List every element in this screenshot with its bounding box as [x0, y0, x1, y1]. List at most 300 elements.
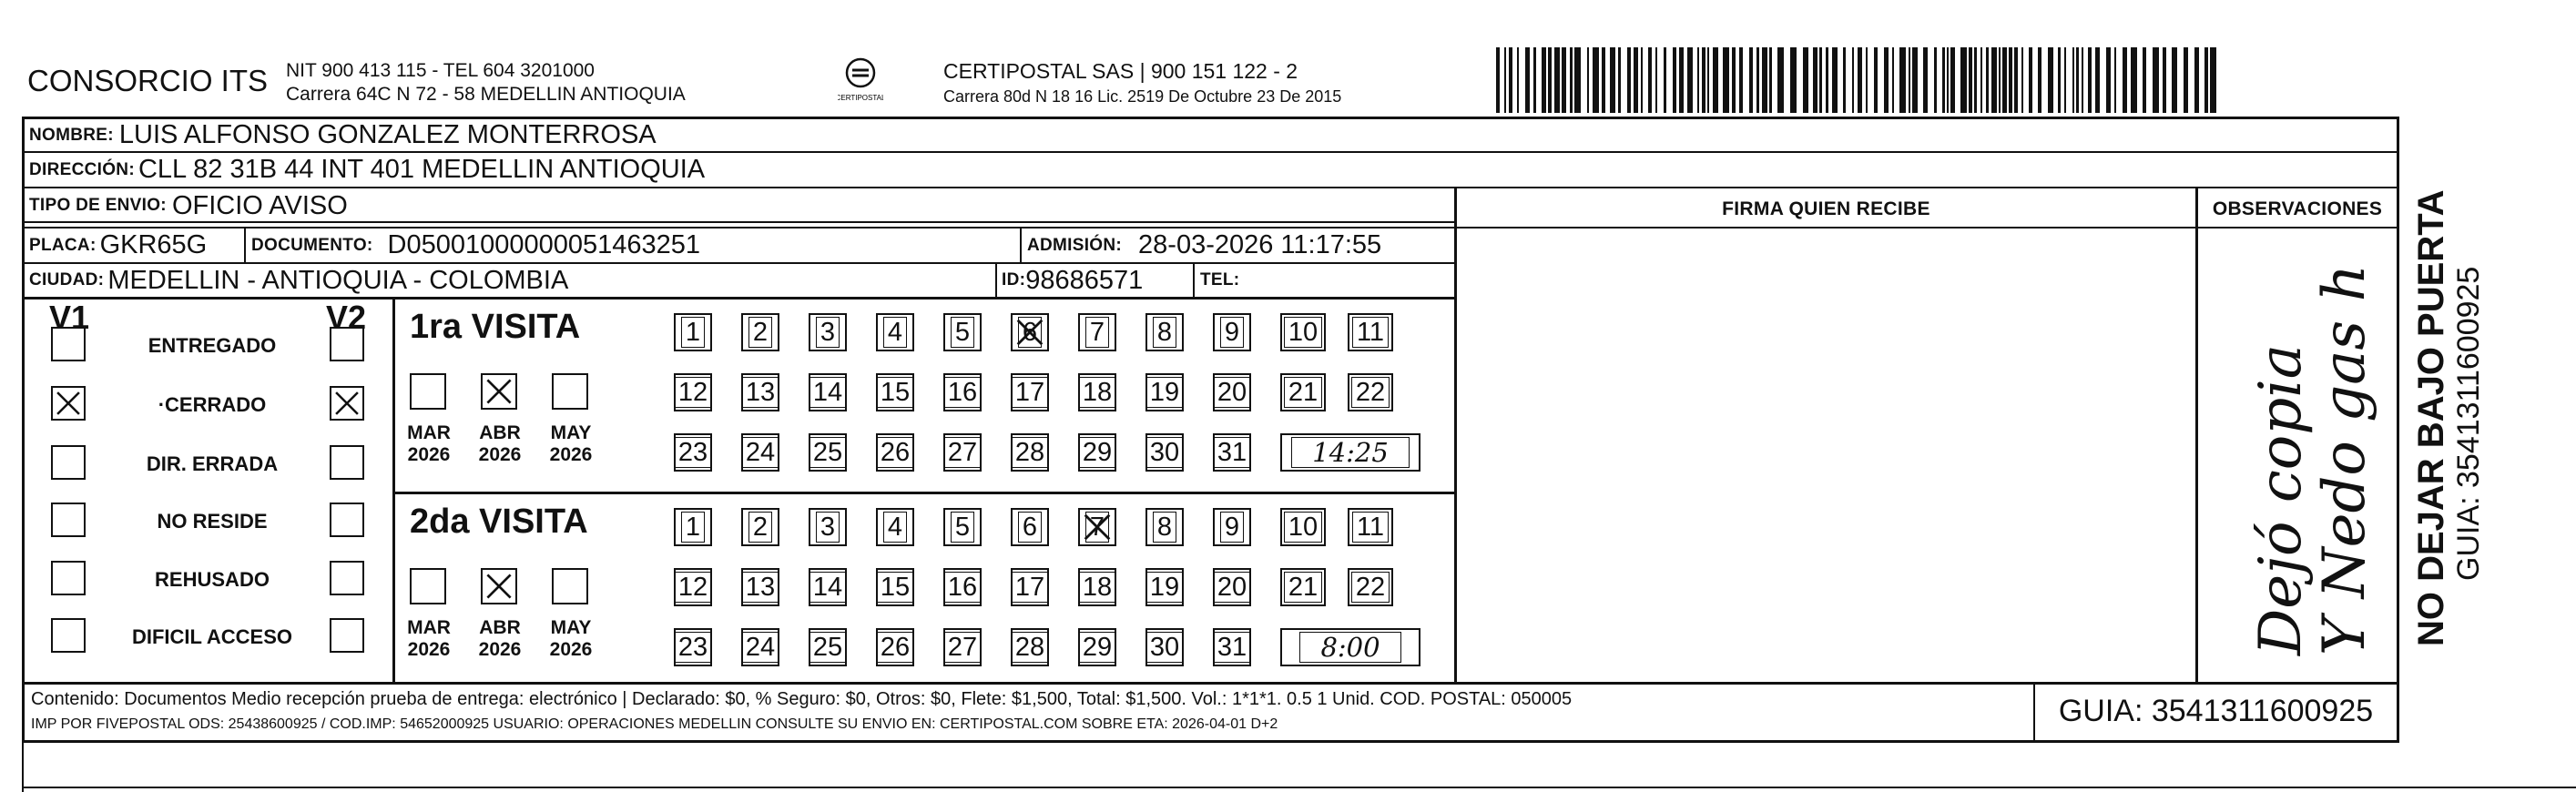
- month-label: [468, 617, 532, 661]
- barcode-bar: [2153, 47, 2159, 113]
- month-name: MAY: [550, 617, 592, 638]
- visit-time: 14:25: [1291, 437, 1410, 468]
- barcode-bar: [2114, 47, 2116, 113]
- day-number: 25: [809, 632, 847, 663]
- barcode-bar: [1942, 47, 1945, 113]
- day-number: 8: [1153, 512, 1176, 543]
- day-box[interactable]: [1078, 433, 1116, 472]
- month-name: MAY: [550, 422, 592, 443]
- day-number: 10: [1284, 512, 1322, 543]
- day-number: 1: [681, 512, 705, 543]
- day-box[interactable]: [876, 313, 914, 351]
- v1-checkbox[interactable]: [51, 327, 86, 361]
- month-year: 2026: [549, 444, 593, 465]
- direccion-row: [29, 153, 705, 187]
- day-box[interactable]: [876, 628, 914, 666]
- barcode-bar: [2002, 47, 2007, 113]
- barcode-bar: [1707, 47, 1709, 113]
- day-number: 30: [1145, 437, 1184, 468]
- barcode-bar: [1866, 47, 1868, 113]
- day-number: 20: [1213, 377, 1251, 408]
- day-box[interactable]: [876, 568, 914, 606]
- day-number: 22: [1351, 572, 1390, 603]
- barcode-bar: [2163, 47, 2166, 113]
- day-number: 16: [943, 572, 982, 603]
- barcode-bar: [1980, 47, 1982, 113]
- estado-label: ENTREGADO: [148, 334, 277, 357]
- day-box[interactable]: [741, 628, 779, 666]
- barcode-bar: [1525, 47, 1530, 113]
- day-number: 16: [943, 377, 982, 408]
- barcode-bar: [1517, 47, 1519, 113]
- barcode-bar: [2106, 47, 2111, 113]
- v2-checkbox[interactable]: [330, 561, 364, 595]
- documento-value: D05001000000051463251: [387, 230, 701, 259]
- day-number: 26: [876, 632, 914, 663]
- barcode-bar: [1909, 47, 1910, 113]
- month-year: 2026: [478, 639, 522, 660]
- day-number: 11: [1352, 317, 1389, 348]
- day-box[interactable]: [1078, 373, 1116, 411]
- barcode-bar: [1554, 47, 1560, 113]
- barcode-bar: [1884, 47, 1889, 113]
- day-number: 17: [1011, 572, 1049, 603]
- side-guia: GUIA: 3541311600925: [2451, 266, 2486, 581]
- day-number: 2: [748, 317, 772, 348]
- observaciones-label: OBSERVACIONES: [2212, 198, 2383, 219]
- day-box[interactable]: [1145, 508, 1184, 546]
- barcode-bar: [2082, 47, 2083, 113]
- month-name: MAR: [407, 617, 451, 638]
- month-checkbox[interactable]: [552, 568, 588, 604]
- day-number: 1: [681, 317, 705, 348]
- nombre-label: NOMBRE:: [29, 125, 114, 145]
- day-number: 6: [1018, 512, 1042, 543]
- v1-checkbox[interactable]: [51, 445, 86, 480]
- month-label: [468, 422, 532, 466]
- day-number: 12: [674, 572, 712, 603]
- day-box[interactable]: [809, 373, 847, 411]
- day-number: 10: [1284, 317, 1322, 348]
- barcode-bar: [2021, 47, 2023, 113]
- day-number: 20: [1213, 572, 1251, 603]
- v1-checkbox[interactable]: [51, 561, 86, 595]
- barcode-bar: [1892, 47, 1894, 113]
- id-row: [1002, 264, 1143, 297]
- month-checkbox[interactable]: [410, 568, 446, 604]
- day-number: 31: [1213, 632, 1251, 663]
- barcode-bar: [1504, 47, 1506, 113]
- day-number: 18: [1078, 377, 1116, 408]
- barcode-bar: [1874, 47, 1878, 113]
- day-number: 29: [1078, 437, 1116, 468]
- estado-label: REHUSADO: [155, 568, 270, 591]
- day-box[interactable]: [1011, 568, 1049, 606]
- day-box[interactable]: [1213, 373, 1251, 411]
- month-year: 2026: [407, 444, 451, 465]
- v2-checkbox[interactable]: [330, 327, 364, 361]
- barcode-bar: [1999, 47, 2001, 113]
- ciudad-label: CIUDAD:: [29, 270, 105, 289]
- day-number: 2: [748, 512, 772, 543]
- company-address: Carrera 64C N 72 - 58 MEDELLIN ANTIOQUIA: [286, 84, 686, 105]
- tel-row: [1200, 264, 1245, 297]
- day-box[interactable]: [1078, 628, 1116, 666]
- direccion-label: DIRECCIÓN:: [29, 159, 135, 179]
- firma-label: FIRMA QUIEN RECIBE: [1722, 198, 1930, 219]
- day-number: 28: [1011, 437, 1049, 468]
- barcode-bar: [1655, 47, 1657, 113]
- day-box[interactable]: [1280, 568, 1326, 606]
- month-checkbox[interactable]: [481, 568, 517, 604]
- admision-value: 28-03-2026 11:17:55: [1138, 230, 1382, 259]
- footer-content: Contenido: Documentos Medio recepción prueba de entrega: electrónico | Declarado: $0, % Seguro: $0, Otros: $0, Flete: $1,500, Total: $1,500. Vol.: 1*1*1. 0.5 1 Unid. COD. POSTAL: 050005: [31, 689, 1573, 709]
- barcode-bar: [1713, 47, 1718, 113]
- day-box[interactable]: [1145, 628, 1184, 666]
- day-number: 3: [816, 317, 840, 348]
- day-box[interactable]: [1011, 628, 1049, 666]
- day-box[interactable]: [741, 313, 779, 351]
- day-box[interactable]: [1145, 313, 1184, 351]
- placa-label: PLACA:: [29, 235, 97, 255]
- x-mark-icon: [483, 375, 515, 408]
- day-number: 19: [1145, 572, 1184, 603]
- day-box[interactable]: [1078, 508, 1116, 546]
- visit-title: 1ra VISITA: [410, 308, 581, 346]
- month-year: 2026: [407, 639, 451, 660]
- barcode-bar: [1960, 47, 1967, 113]
- day-box[interactable]: [809, 433, 847, 472]
- direccion-value: CLL 82 31B 44 INT 401 MEDELLIN ANTIOQUIA: [137, 155, 706, 184]
- day-number: 7: [1085, 317, 1109, 348]
- barcode-bar: [2029, 47, 2032, 113]
- day-box[interactable]: [943, 508, 982, 546]
- day-box[interactable]: [1280, 373, 1326, 411]
- barcode-bar: [2172, 47, 2177, 113]
- barcode-bar: [1610, 47, 1615, 113]
- day-number: 15: [876, 572, 914, 603]
- company-name: CONSORCIO ITS: [27, 64, 269, 97]
- day-box[interactable]: [674, 568, 712, 606]
- day-number: 4: [883, 512, 907, 543]
- day-box[interactable]: [1348, 508, 1393, 546]
- barcode-bar: [2058, 47, 2061, 113]
- day-box[interactable]: [1145, 373, 1184, 411]
- barcode: [1496, 47, 2225, 113]
- certipostal-address: Carrera 80d N 18 16 Lic. 2519 De Octubre 23 De 2015: [943, 87, 1342, 106]
- tipo-value: OFICIO AVISO: [171, 190, 348, 220]
- barcode-bar: [1986, 47, 1989, 113]
- day-number: 3: [816, 512, 840, 543]
- day-box[interactable]: [943, 568, 982, 606]
- ciudad-row: [29, 264, 568, 297]
- barcode-bar: [1697, 47, 1699, 113]
- barcode-bar: [2014, 47, 2018, 113]
- day-box[interactable]: [1213, 628, 1251, 666]
- day-number: 22: [1351, 377, 1390, 408]
- day-box[interactable]: [943, 433, 982, 472]
- barcode-bar: [1756, 47, 1759, 113]
- barcode-bar: [1702, 47, 1705, 113]
- estado-label: DIR. ERRADA: [146, 452, 279, 475]
- day-box[interactable]: [1348, 313, 1393, 351]
- barcode-bar: [1769, 47, 1772, 113]
- barcode-bar: [1664, 47, 1666, 113]
- day-box[interactable]: [1348, 568, 1393, 606]
- day-box[interactable]: [1213, 508, 1251, 546]
- day-number: 14: [809, 377, 847, 408]
- barcode-bar: [1739, 47, 1743, 113]
- barcode-bar: [1899, 47, 1906, 113]
- time-box[interactable]: [1280, 433, 1420, 472]
- estado-label: ·CERRADO: [158, 393, 267, 416]
- barcode-bar: [1496, 47, 1500, 113]
- nombre-row: [29, 119, 657, 151]
- barcode-bar: [1803, 47, 1808, 113]
- barcode-bar: [2095, 47, 2100, 113]
- v2-checkbox[interactable]: [330, 445, 364, 480]
- day-box[interactable]: [674, 628, 712, 666]
- day-number: 15: [876, 377, 914, 408]
- x-mark-icon: [1080, 510, 1115, 544]
- side-no-dejar: NO DEJAR BAJO PUERTA: [2411, 189, 2451, 646]
- day-box[interactable]: [1213, 313, 1251, 351]
- day-box[interactable]: [741, 508, 779, 546]
- barcode-bar: [1648, 47, 1652, 113]
- day-number: 23: [674, 632, 712, 663]
- day-box[interactable]: [674, 508, 712, 546]
- observaciones-handwritten-1: Dejó copia: [2247, 344, 2315, 655]
- day-number: 13: [741, 572, 779, 603]
- day-box[interactable]: [741, 373, 779, 411]
- v1-label: V1: [49, 299, 90, 336]
- day-box[interactable]: [1078, 313, 1116, 351]
- day-number: 9: [1220, 317, 1244, 348]
- barcode-bar: [1634, 47, 1638, 113]
- estado-label: DIFICIL ACCESO: [131, 625, 292, 648]
- certipostal-name: CERTIPOSTAL SAS | 900 151 122 - 2: [943, 59, 1298, 83]
- barcode-bar: [1533, 47, 1536, 113]
- admision-row: [1027, 228, 1381, 262]
- day-number: 7: [1085, 512, 1109, 543]
- day-number: 8: [1153, 317, 1176, 348]
- day-number: 18: [1078, 572, 1116, 603]
- documento-row: [251, 228, 700, 262]
- month-checkbox[interactable]: [410, 373, 446, 410]
- day-box[interactable]: [809, 568, 847, 606]
- barcode-bar: [2123, 47, 2127, 113]
- day-box[interactable]: [674, 433, 712, 472]
- barcode-bar: [1790, 47, 1797, 113]
- day-box[interactable]: [674, 373, 712, 411]
- barcode-bar: [1991, 47, 1997, 113]
- logo-text: CERTIPOSTAL: [838, 94, 883, 102]
- barcode-bar: [2131, 47, 2137, 113]
- day-box[interactable]: [876, 508, 914, 546]
- time-box[interactable]: [1280, 628, 1420, 666]
- barcode-bar: [1562, 47, 1566, 113]
- barcode-bar: [1548, 47, 1552, 113]
- day-number: 30: [1145, 632, 1184, 663]
- barcode-bar: [2210, 47, 2216, 113]
- month-label: [397, 617, 461, 661]
- barcode-bar: [1813, 47, 1817, 113]
- v1-checkbox[interactable]: [51, 503, 86, 537]
- barcode-bar: [1819, 47, 1822, 113]
- day-number: 5: [951, 317, 974, 348]
- day-box[interactable]: [741, 433, 779, 472]
- barcode-bar: [1762, 47, 1767, 113]
- nombre-value: LUIS ALFONSO GONZALEZ MONTERROSA: [118, 120, 657, 149]
- day-number: 5: [951, 512, 974, 543]
- day-box[interactable]: [809, 628, 847, 666]
- day-box[interactable]: [943, 628, 982, 666]
- estado-label: NO RESIDE: [157, 510, 268, 533]
- barcode-bar: [1923, 47, 1928, 113]
- barcode-bar: [2009, 47, 2012, 113]
- day-box[interactable]: [876, 433, 914, 472]
- month-checkbox[interactable]: [552, 373, 588, 410]
- day-box[interactable]: [1280, 313, 1326, 351]
- day-box[interactable]: [943, 313, 982, 351]
- barcode-bar: [1974, 47, 1977, 113]
- day-box[interactable]: [1011, 373, 1049, 411]
- month-label: [397, 422, 461, 466]
- day-box[interactable]: [1213, 433, 1251, 472]
- barcode-bar: [2143, 47, 2146, 113]
- barcode-bar: [2064, 47, 2066, 113]
- barcode-bar: [1641, 47, 1643, 113]
- day-box[interactable]: [1280, 508, 1326, 546]
- v2-checkbox[interactable]: [330, 386, 364, 421]
- day-number: 13: [741, 377, 779, 408]
- day-box[interactable]: [1145, 568, 1184, 606]
- placa-row: [29, 228, 207, 262]
- v2-checkbox[interactable]: [330, 618, 364, 653]
- footer-imp: IMP POR FIVEPOSTAL ODS: 25438600925 / COD.IMP: 54652000925 USUARIO: OPERACIONES MEDELLIN CONSULTE SU ENVIO EN: CERTIPOSTAL.COM SOBRE ETA: 2026-04-01 D+2: [31, 716, 1278, 732]
- barcode-bar: [1777, 47, 1784, 113]
- barcode-bar: [1574, 47, 1581, 113]
- day-box[interactable]: [1145, 433, 1184, 472]
- v2-checkbox[interactable]: [330, 503, 364, 537]
- documento-label: DOCUMENTO:: [251, 235, 373, 255]
- id-label: ID:: [1002, 270, 1026, 289]
- barcode-bar: [1947, 47, 1949, 113]
- day-number: 12: [674, 377, 712, 408]
- day-box[interactable]: [1078, 568, 1116, 606]
- barcode-bar: [1570, 47, 1573, 113]
- day-box[interactable]: [1011, 433, 1049, 472]
- barcode-bar: [1843, 47, 1846, 113]
- day-number: 26: [876, 437, 914, 468]
- day-number: 31: [1213, 437, 1251, 468]
- month-label: [539, 422, 603, 466]
- tel-label: TEL:: [1200, 270, 1240, 289]
- tipo-label: TIPO DE ENVIO:: [29, 196, 167, 215]
- footer-guia: GUIA: 3541311600925: [2058, 693, 2374, 728]
- day-box[interactable]: [876, 373, 914, 411]
- barcode-bar: [1723, 47, 1729, 113]
- day-box[interactable]: [741, 568, 779, 606]
- barcode-bar: [1732, 47, 1736, 113]
- day-box[interactable]: [809, 313, 847, 351]
- barcode-bar: [2194, 47, 2199, 113]
- x-mark-icon: [53, 388, 84, 419]
- day-box[interactable]: [674, 313, 712, 351]
- barcode-bar: [2048, 47, 2053, 113]
- day-box[interactable]: [1348, 373, 1393, 411]
- barcode-bar: [2184, 47, 2188, 113]
- company-nit: NIT 900 413 115 - TEL 604 3201000: [286, 60, 595, 81]
- certipostal-logo: [838, 55, 883, 107]
- month-year: 2026: [549, 639, 593, 660]
- x-mark-icon: [483, 570, 515, 603]
- month-name: ABR: [479, 617, 521, 638]
- barcode-bar: [1618, 47, 1621, 113]
- day-number: 29: [1078, 632, 1116, 663]
- day-number: 28: [1011, 632, 1049, 663]
- barcode-bar: [1627, 47, 1631, 113]
- day-number: 6: [1018, 317, 1042, 348]
- barcode-bar: [1593, 47, 1599, 113]
- barcode-bar: [2072, 47, 2074, 113]
- barcode-bar: [1587, 47, 1589, 113]
- x-mark-icon: [331, 388, 362, 419]
- day-box[interactable]: [1011, 313, 1049, 351]
- visit-time: 8:00: [1299, 632, 1400, 663]
- day-number: 27: [943, 437, 982, 468]
- month-name: ABR: [479, 422, 521, 443]
- barcode-bar: [1969, 47, 1972, 113]
- day-box[interactable]: [1011, 508, 1049, 546]
- barcode-bar: [2038, 47, 2041, 113]
- v1-checkbox[interactable]: [51, 618, 86, 653]
- barcode-bar: [1858, 47, 1862, 113]
- barcode-bar: [2204, 47, 2208, 113]
- month-year: 2026: [478, 444, 522, 465]
- barcode-bar: [1687, 47, 1693, 113]
- month-name: MAR: [407, 422, 451, 443]
- day-box[interactable]: [809, 508, 847, 546]
- id-value: 98686571: [1025, 265, 1144, 295]
- barcode-bar: [1852, 47, 1854, 113]
- day-number: 14: [809, 572, 847, 603]
- barcode-bar: [1832, 47, 1838, 113]
- barcode-bar: [1542, 47, 1546, 113]
- visit-title: 2da VISITA: [410, 503, 588, 541]
- day-box[interactable]: [1213, 568, 1251, 606]
- day-number: 24: [741, 632, 779, 663]
- observaciones-handwritten-2: Y Nedo gas h: [2311, 264, 2378, 655]
- day-number: 21: [1284, 572, 1322, 603]
- admision-label: ADMISIÓN:: [1027, 235, 1123, 255]
- day-number: 25: [809, 437, 847, 468]
- barcode-bar: [1509, 47, 1512, 113]
- v1-checkbox[interactable]: [51, 386, 86, 421]
- barcode-bar: [1602, 47, 1605, 113]
- month-label: [539, 617, 603, 661]
- placa-value: GKR65G: [99, 230, 208, 259]
- barcode-bar: [1912, 47, 1918, 113]
- day-box[interactable]: [943, 373, 982, 411]
- barcode-bar: [1673, 47, 1676, 113]
- day-number: 27: [943, 632, 982, 663]
- barcode-bar: [1826, 47, 1828, 113]
- month-checkbox[interactable]: [481, 373, 517, 410]
- barcode-bar: [1950, 47, 1955, 113]
- v2-label: V2: [326, 299, 367, 336]
- barcode-bar: [1679, 47, 1684, 113]
